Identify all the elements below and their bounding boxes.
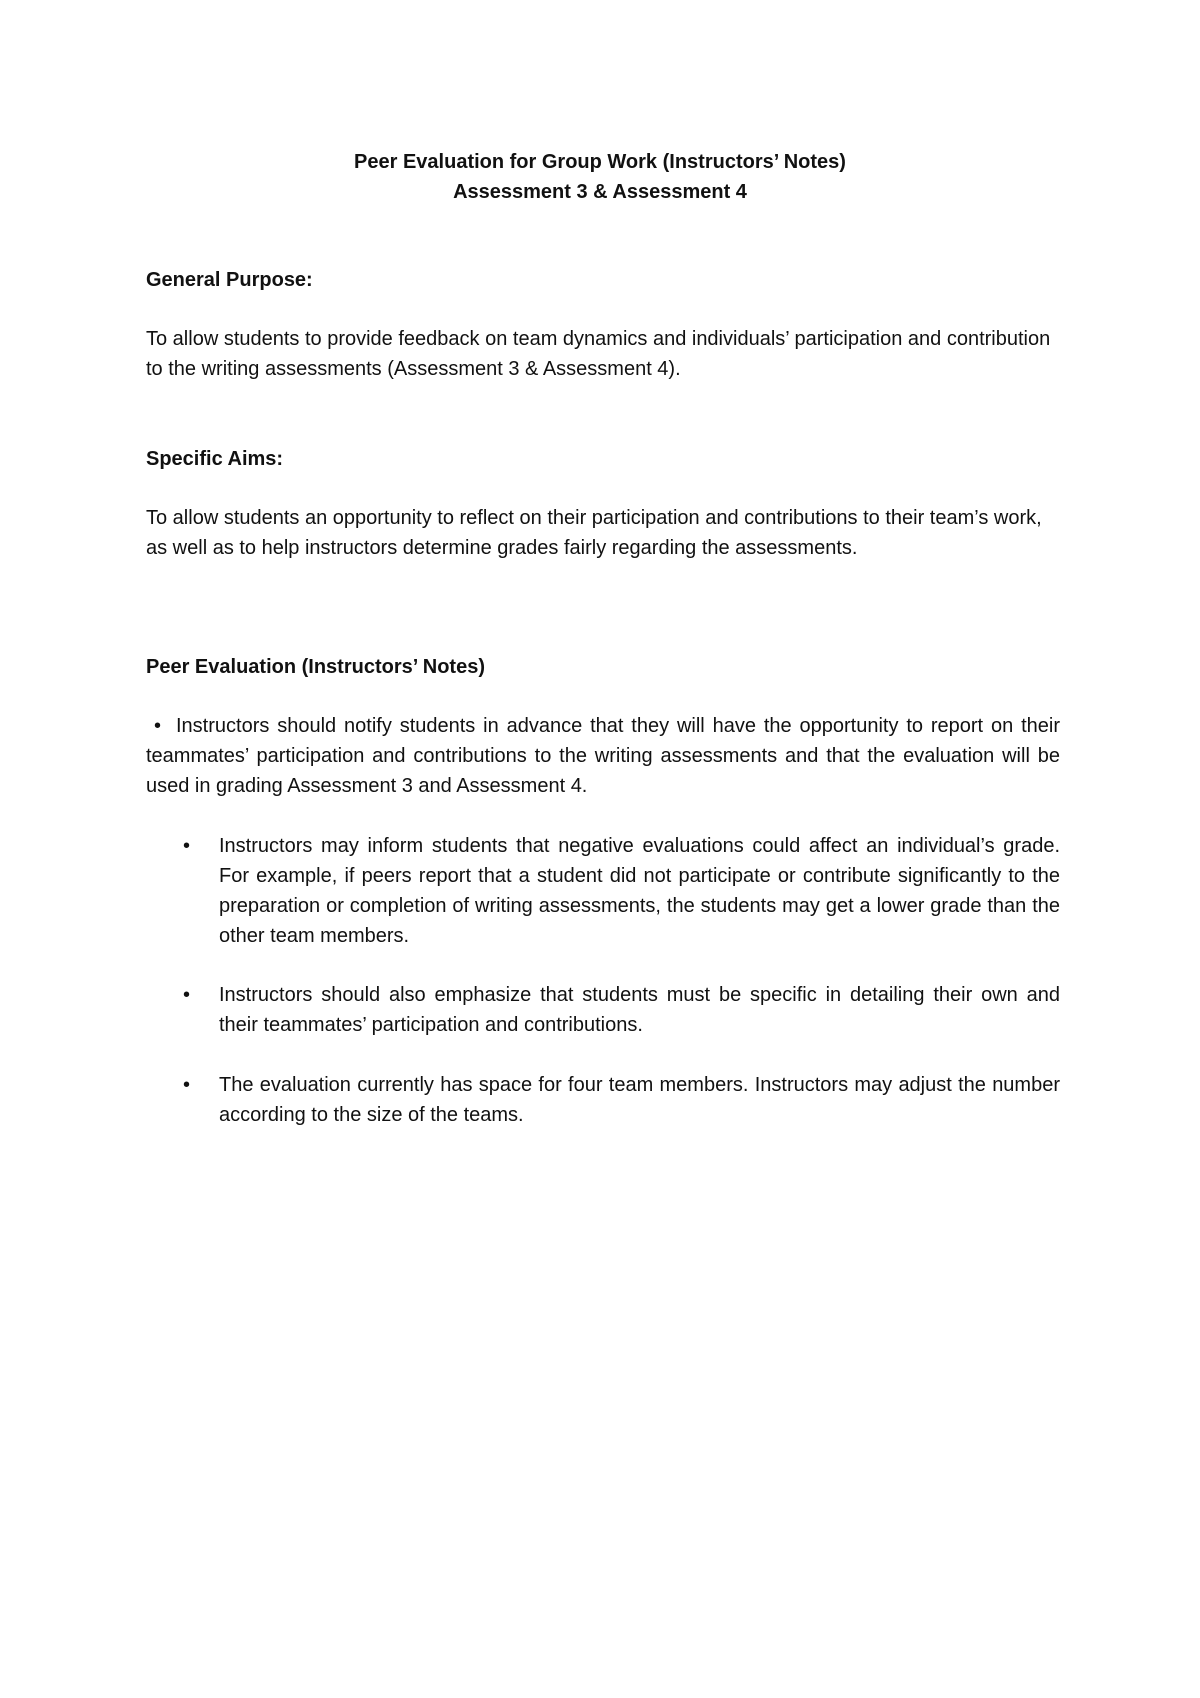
bullet-item-1 (146, 711, 1060, 801)
document-title: Peer Evaluation for Group Work (Instructors’ Notes) (354, 151, 846, 173)
bullet-text-1: Instructors should notify students in advance that they will have the opportunity to report on their teammates’ participation and contributions to the writing assessments and that the evaluation will be used in grading Assessment 3 and Assessment 4. (146, 715, 1060, 797)
bullet-icon: • (183, 835, 191, 857)
specific-aims-heading: Specific Aims: (146, 448, 284, 470)
bullet-icon: • (183, 984, 191, 1006)
bullet-icon: • (183, 1074, 191, 1096)
specific-aims-text: To allow students an opportunity to reflect on their participation and contributions to their team’s work, as well as to help instructors determine grades fairly regarding the assessments. (146, 507, 1042, 559)
bullet-item-4 (146, 1070, 1060, 1130)
bullet-icon: • (154, 715, 162, 737)
peer-evaluation-heading: Peer Evaluation (Instructors’ Notes) (146, 656, 485, 678)
bullet-text-3: Instructors should also emphasize that students must be specific in detailing their own and their teammates’ participation and contributions. (219, 984, 1060, 1036)
bullet-text-2: Instructors may inform students that negative evaluations could affect an individual’s grade. For example, if peers report that a student did not participate or contribute significantly to the preparation or completion of writing assessments, the students may get a lower grade than the other team members. (219, 835, 1060, 947)
general-purpose-text: To allow students to provide feedback on team dynamics and individuals’ participation and contribution to the writing assessments (Assessment 3 & Assessment 4). (146, 328, 1051, 380)
bullet-item-3 (146, 980, 1060, 1040)
title-block (0, 147, 1200, 207)
general-purpose-heading: General Purpose: (146, 269, 313, 291)
document-subtitle: Assessment 3 & Assessment 4 (453, 181, 747, 203)
bullet-item-2 (146, 831, 1060, 951)
bullet-text-4: The evaluation currently has space for four team members. Instructors may adjust the number according to the size of the teams. (219, 1074, 1060, 1126)
